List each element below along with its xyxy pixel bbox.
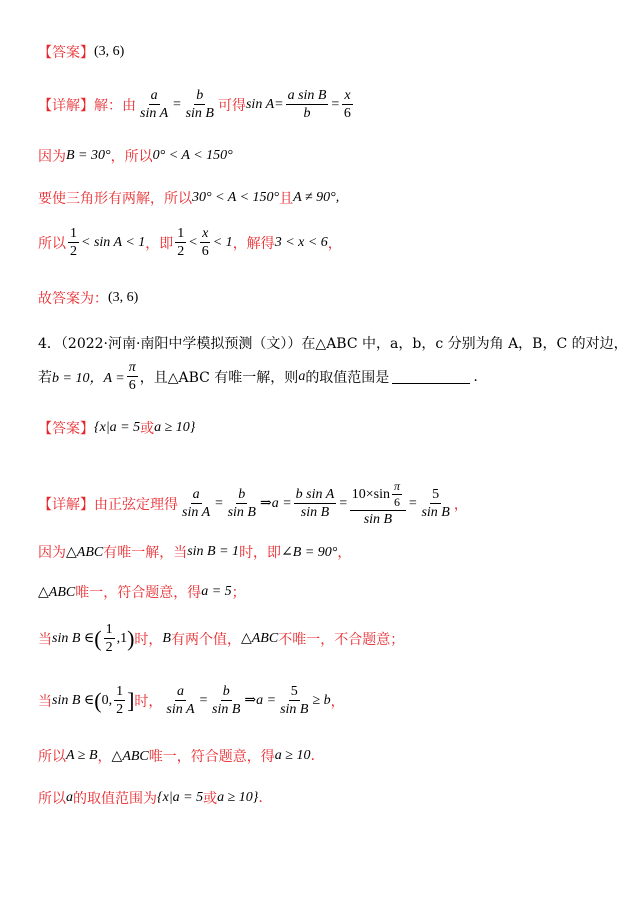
fraction-x-over-6-2: $\frac{x}{6}$	[201, 226, 209, 260]
question-4-stem-line-1: 4．（2022·河南·南阳中学模拟预测（文））在△ABC 中，a，b，c 分别为角 A，B，C 的对边，	[38, 336, 628, 352]
question-4-detail-line-3: △ABC 唯一，符合题意，得 a = 5 ；	[38, 584, 246, 601]
answer-label-2: 【答案】	[38, 421, 94, 437]
detail-label: 【详解】	[38, 97, 94, 114]
question-4-detail-line-4: 当 sin B ∈ ( $\frac{1}{2}$ ,1 ) 时， B 有两个值， △ABC 不唯一，不合题意；	[38, 622, 405, 656]
final-answer-line: 故答案为： (3, 6)	[38, 290, 139, 307]
fraction-x-over-6: $\frac{x}{6}$	[343, 88, 351, 122]
fraction-asinB-over-b: $\frac{\text{a sin B}}{b}$	[287, 88, 327, 122]
answer-line-1	[38, 42, 124, 62]
answer-label: 【答案】	[38, 45, 94, 61]
fraction-a-over-sinA: $\frac{a}{\text{sin A}}$	[140, 88, 169, 122]
question-4-detail-line-6: 所以 A ≥ B ， △ABC 唯一，符合题意，得 a ≥ 10 .	[38, 748, 315, 765]
question-4-detail-line-2: 因为 △ABC 有唯一解，当 sin B = 1 时，即 ∠B = 90° ，	[38, 544, 352, 561]
question-4-detail-line-5: 当 sin B ∈ ( 0, $\frac{1}{2}$ ] 时， $\frac{a}{\text{sin A}}$ = $\frac{b}{\text{sin B}}$ ⇒ a = $\frac{5}{\text{sin B}}$ ≥ b ，	[38, 684, 345, 718]
detail-mid: 可得	[217, 97, 246, 114]
question-4-answer-line: 【答案】 {x|a = 5 或 a ≥ 10}	[38, 420, 196, 437]
question-4-stem-line-2: 若 b = 10，A = $\frac{\pi}{6}$ ，且 △ABC 有唯一解，则 a 的取值范围是 .	[38, 360, 478, 394]
answer-value: (3, 6)	[94, 44, 125, 59]
detail-line-2: 因为 B = 30° ，所以 0° < A < 150°	[38, 148, 233, 165]
fraction-pi-over-6: $\frac{\pi}{6}$	[128, 360, 136, 394]
detail-line-3: 要使三角形有两解，所以 30° < A < 150° 且 A ≠ 90°,	[38, 190, 340, 207]
detail-line-4: 所以 $\frac{1}{2}$ < sin A < 1 ，即 $\frac{1}{2}$ < $\frac{x}{6}$ < 1 ，解得 3 < x < 6 ，	[38, 226, 342, 260]
fraction-one-half-2: $\frac{1}{2}$	[177, 226, 185, 260]
question-4-detail-line-1: 【详解】 由正弦定理得 $\frac{a}{\text{sin A}}$ = $\frac{b}{\text{sin B}}$ ⇒ a = $\frac{\text{b sin A}}{\text{sin B}}$ = 10×sin $\frac{\pi}{6}$ sin B = $\frac{5}{\text{sin B}}$ ，	[38, 479, 468, 528]
detail-line-1: 【详解】 解：由 $\frac{a}{\text{sin A}}$ = $\frac{b}{\text{sin B}}$ 可得 sin A = $\frac{\text{a sin B}}{b}$ = $\frac{x}{6}$	[38, 88, 351, 122]
detail-label-2: 【详解】	[38, 496, 94, 513]
fraction-10sin-pi6-over-sinB: 10×sin $\frac{\pi}{6}$ sin B	[350, 480, 406, 528]
fraction-one-half: $\frac{1}{2}$	[70, 226, 77, 260]
detail-lead: 解：由	[94, 97, 136, 114]
fraction-b-over-sinB: $\frac{b}{\text{sin B}}$	[185, 88, 214, 122]
question-4-detail-line-7: 所以 a 的取值范围为 {x|a = 5 或 a ≥ 10} .	[38, 790, 263, 807]
answer-blank	[392, 369, 470, 384]
